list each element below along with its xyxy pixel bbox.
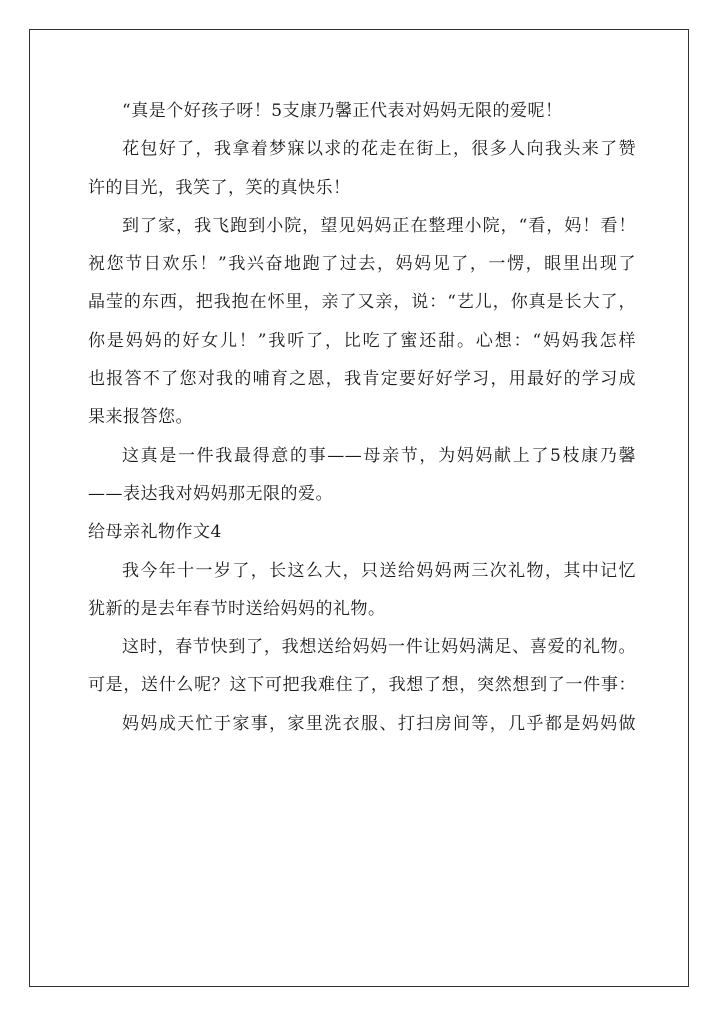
text-line: 可是，送什么呢？这下可把我难住了，我想了想，突然想到了一件事： xyxy=(88,675,636,696)
text-line: 犹新的是去年春节时送给妈妈的礼物。 xyxy=(88,598,386,619)
text-line: 到了家，我飞跑到小院，望见妈妈正在整理小院，“看，妈！看！ xyxy=(122,215,636,236)
document-body xyxy=(88,92,636,743)
text-line: 晶莹的东西，把我抱在怀里，亲了又亲，说：“艺儿，你真是长大了， xyxy=(88,292,636,313)
text-line: 妈妈成天忙于家事，家里洗衣服、打扫房间等，几乎都是妈妈做 xyxy=(122,713,636,734)
text-line: 许的目光，我笑了，笑的真快乐！ xyxy=(88,177,351,198)
text-line: “真是个好孩子呀！5支康乃馨正代表对妈妈无限的爱呢！ xyxy=(122,101,563,121)
text-line: 你是妈妈的好女儿！”我听了，比吃了蜜还甜。心想：“妈妈我怎样 xyxy=(88,330,636,351)
text-line: ——表达我对妈妈那无限的爱。 xyxy=(88,483,333,504)
text-line: 也报答不了您对我的哺育之恩，我肯定要好好学习，用最好的学习成 xyxy=(88,369,636,390)
text-line: 祝您节日欢乐！”我兴奋地跑了过去，妈妈见了，一愣，眼里出现了 xyxy=(88,254,636,275)
text-line: 花包好了，我拿着梦寐以求的花走在街上，很多人向我头来了赞 xyxy=(122,139,636,160)
text-line: 我今年十一岁了，长这么大，只送给妈妈两三次礼物，其中记忆 xyxy=(122,560,636,581)
section-heading: 给母亲礼物作文4 xyxy=(88,522,222,543)
text-line: 这真是一件我最得意的事——母亲节，为妈妈献上了5枝康乃馨 xyxy=(122,445,636,466)
text-line: 果来报答您。 xyxy=(88,407,193,428)
text-line: 这时，春节快到了，我想送给妈妈一件让妈妈满足、喜爱的礼物。 xyxy=(122,637,636,658)
